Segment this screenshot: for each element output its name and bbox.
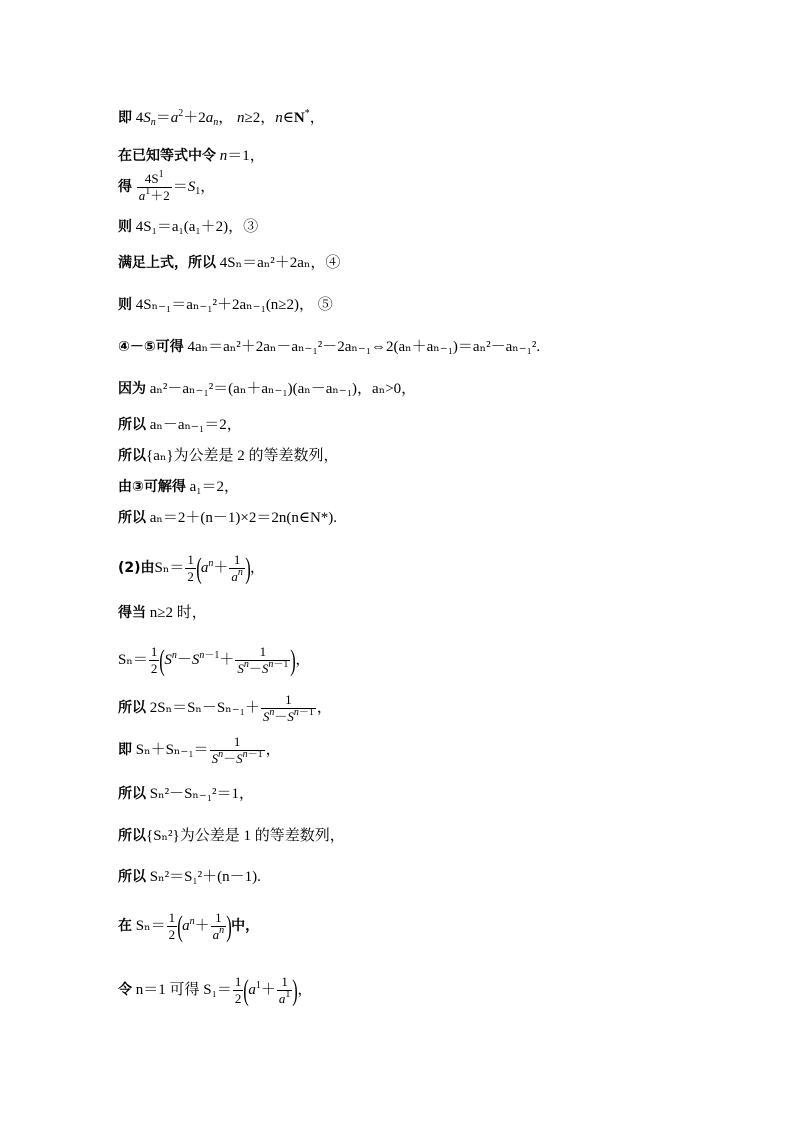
solution-line-21: 在 Sₙ＝ $\frac{1}{2}$ ($a^n+$ $\frac{1}{a^n}$ )中， (118, 909, 260, 943)
solution-line-2: 在已知等式中令 n＝1， (118, 148, 265, 164)
solution-line-15: Sₙ＝ $\frac{1}{2}$ ($S^n-S^{n-1}+$ $\frac{1}{S^n-S^{n-1}}$ )， (118, 643, 311, 677)
solution-line-11: 由③可解得 a₁＝2， (118, 479, 239, 495)
solution-line-5: 满足上式，所以 4Sₙ＝aₙ²＋2aₙ，④ (118, 255, 341, 271)
solution-line-13: (2)由Sₙ＝ $\frac{1}{2}$ ($a^n+$ $\frac{1}{a^n}$ )， (118, 551, 265, 585)
solution-line-6: 则 4Sₙ₋₁＝aₙ₋₁²＋2aₙ₋₁(n≥2)， ⑤ (118, 297, 333, 313)
solution-line-4: 则 4S₁＝a₁(a₁＋2)，③ (118, 219, 259, 235)
solution-line-17: 即 Sₙ＋Sₙ₋₁＝ $\frac{1}{S^n-S^{n-1}}$ ， (118, 734, 281, 767)
solution-line-9: 所以 aₙ－aₙ₋₁＝2， (118, 417, 242, 433)
solution-line-10: 所以{aₙ}为公差是 2 的等差数列， (118, 448, 339, 464)
solution-line-14: 得当 n≥2 时， (118, 605, 207, 621)
solution-line-3: 得 $\frac{4S^1}{a^1+2}$ $=S_1$， (118, 169, 216, 204)
solution-line-22: 令 n＝1 可得 S₁＝ $\frac{1}{2}$ ($a^1+$ $\frac{1}{a^1}$ )， (118, 973, 313, 1007)
solution-line-18: 所以 Sₙ²－Sₙ₋₁²＝1， (118, 786, 255, 802)
solution-line-20: 所以 Sₙ²＝S₁²＋(n－1). (118, 869, 261, 885)
solution-line-16: 所以 2Sₙ＝Sₙ－Sₙ₋₁＋ $\frac{1}{S^n-S^{n-1}}$ ， (118, 692, 332, 725)
solution-line-12: 所以 aₙ＝2＋(n－1)×2＝2n(n∈N*). (118, 510, 338, 526)
solution-line-19: 所以{Sₙ²}为公差是 1 的等差数列， (118, 828, 345, 844)
fraction: $\frac{4S^1}{a^1+2}$ (138, 169, 170, 204)
solution-line-8: 因为 aₙ²－aₙ₋₁²＝(aₙ＋aₙ₋₁)(aₙ－aₙ₋₁)，aₙ>0， (118, 381, 417, 397)
solution-line-7: ④－⑤可得 4aₙ＝aₙ²＋2aₙ－aₙ₋₁²－2aₙ₋₁⇔2(aₙ＋aₙ₋₁)＝aₙ²－aₙ₋₁². (118, 339, 541, 355)
solution-line-1: 即 $4S_n=a^2+2a_n$， n≥2，n∈N*， (118, 108, 325, 128)
